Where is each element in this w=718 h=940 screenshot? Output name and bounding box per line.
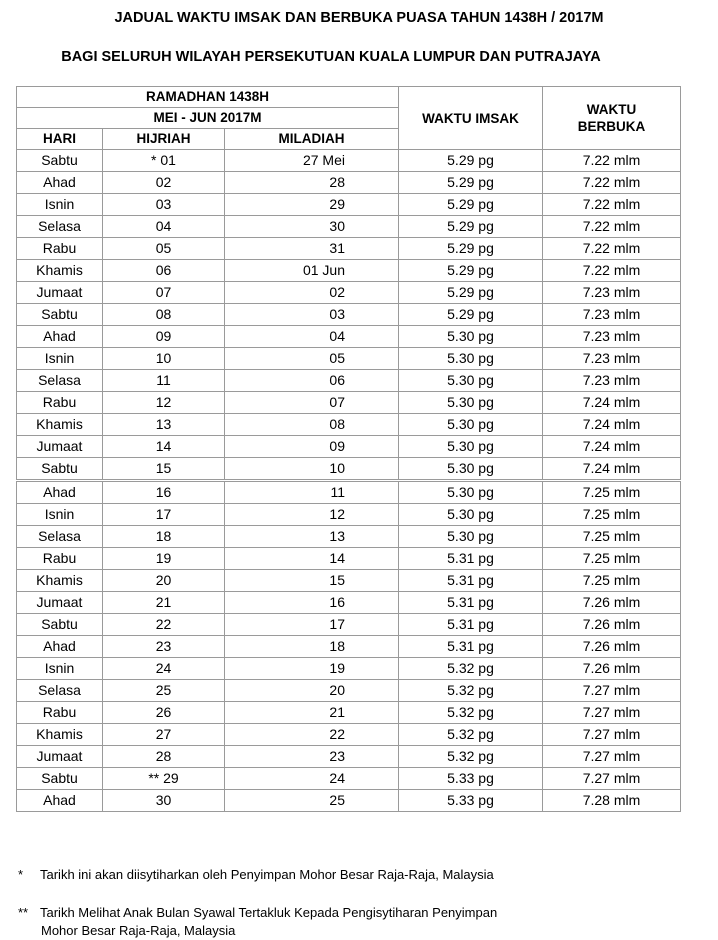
table-row	[17, 614, 681, 636]
hijriah-cell: 26	[103, 702, 225, 724]
imsak-cell: 5.29 pg	[399, 282, 543, 304]
imsak-cell: 5.30 pg	[399, 458, 543, 481]
berbuka-cell: 7.24 mlm	[543, 436, 681, 458]
day-cell: Sabtu	[17, 304, 103, 326]
imsak-cell: 5.32 pg	[399, 724, 543, 746]
hijriah-cell: 20	[103, 570, 225, 592]
day-cell: Khamis	[17, 414, 103, 436]
day-cell: Sabtu	[17, 614, 103, 636]
day-cell: Jumaat	[17, 282, 103, 304]
hijriah-cell: 09	[103, 326, 225, 348]
footnote-text: Tarikh ini akan diisytiharkan oleh Penyimpan Mohor Besar Raja-Raja, Malaysia	[40, 867, 494, 882]
hijriah-cell: 06	[103, 260, 225, 282]
footnote-mark: **	[18, 905, 29, 920]
table-row	[17, 326, 681, 348]
table-row	[17, 414, 681, 436]
imsak-cell: 5.30 pg	[399, 348, 543, 370]
day-cell: Selasa	[17, 526, 103, 548]
table-row	[17, 260, 681, 282]
table-row	[17, 370, 681, 392]
miladiah-cell: 23	[225, 746, 399, 768]
table-row	[17, 790, 681, 812]
berbuka-cell: 7.24 mlm	[543, 392, 681, 414]
table-row	[17, 680, 681, 702]
footnote-double-star	[18, 904, 497, 940]
hijriah-cell: 19	[103, 548, 225, 570]
hijriah-cell: 28	[103, 746, 225, 768]
imsak-cell: 5.32 pg	[399, 746, 543, 768]
imsak-cell: 5.29 pg	[399, 150, 543, 172]
schedule-table	[16, 86, 681, 812]
hijriah-cell: 08	[103, 304, 225, 326]
table-row	[17, 658, 681, 680]
hijriah-cell: 14	[103, 436, 225, 458]
berbuka-cell: 7.23 mlm	[543, 282, 681, 304]
table-row	[17, 746, 681, 768]
table-row	[17, 216, 681, 238]
miladiah-cell: 30	[225, 216, 399, 238]
hijriah-cell: 17	[103, 504, 225, 526]
miladiah-cell: 29	[225, 194, 399, 216]
table-row	[17, 636, 681, 658]
miladiah-cell: 20	[225, 680, 399, 702]
table-row	[17, 702, 681, 724]
berbuka-cell: 7.23 mlm	[543, 370, 681, 392]
miladiah-cell: 11	[225, 481, 399, 504]
imsak-cell: 5.31 pg	[399, 570, 543, 592]
hijriah-cell: 05	[103, 238, 225, 260]
table-row	[17, 282, 681, 304]
miladiah-cell: 06	[225, 370, 399, 392]
miladiah-cell: 13	[225, 526, 399, 548]
day-cell: Ahad	[17, 790, 103, 812]
berbuka-cell: 7.25 mlm	[543, 570, 681, 592]
table-row	[17, 194, 681, 216]
miladiah-cell: 10	[225, 458, 399, 481]
hijriah-cell: ** 29	[103, 768, 225, 790]
day-cell: Ahad	[17, 326, 103, 348]
imsak-cell: 5.33 pg	[399, 768, 543, 790]
day-cell: Khamis	[17, 724, 103, 746]
imsak-cell: 5.31 pg	[399, 592, 543, 614]
table-row	[17, 504, 681, 526]
day-cell: Isnin	[17, 348, 103, 370]
berbuka-cell: 7.23 mlm	[543, 304, 681, 326]
hijriah-cell: 16	[103, 481, 225, 504]
imsak-cell: 5.32 pg	[399, 680, 543, 702]
table-row	[17, 348, 681, 370]
hijriah-cell: 25	[103, 680, 225, 702]
day-cell: Ahad	[17, 172, 103, 194]
hijriah-cell: 13	[103, 414, 225, 436]
berbuka-cell: 7.28 mlm	[543, 790, 681, 812]
hijriah-cell: 21	[103, 592, 225, 614]
imsak-cell: 5.29 pg	[399, 260, 543, 282]
day-cell: Rabu	[17, 702, 103, 724]
table-row	[17, 238, 681, 260]
hari-header: HARI	[17, 129, 103, 150]
imsak-cell: 5.31 pg	[399, 614, 543, 636]
miladiah-cell: 04	[225, 326, 399, 348]
hijriah-cell: 11	[103, 370, 225, 392]
table-row	[17, 481, 681, 504]
imsak-cell: 5.30 pg	[399, 326, 543, 348]
day-cell: Ahad	[17, 481, 103, 504]
hijriah-header: HIJRIAH	[103, 129, 225, 150]
imsak-cell: 5.32 pg	[399, 658, 543, 680]
hijriah-cell: 12	[103, 392, 225, 414]
miladiah-cell: 14	[225, 548, 399, 570]
imsak-cell: 5.30 pg	[399, 526, 543, 548]
table-row	[17, 570, 681, 592]
hijriah-cell: 24	[103, 658, 225, 680]
day-cell: Isnin	[17, 504, 103, 526]
berbuka-cell: 7.26 mlm	[543, 636, 681, 658]
imsak-header: WAKTU IMSAK	[399, 87, 543, 150]
hijriah-cell: 30	[103, 790, 225, 812]
day-cell: Selasa	[17, 370, 103, 392]
imsak-cell: 5.31 pg	[399, 636, 543, 658]
table-row	[17, 768, 681, 790]
berbuka-cell: 7.27 mlm	[543, 746, 681, 768]
berbuka-cell: 7.25 mlm	[543, 526, 681, 548]
hijriah-cell: 18	[103, 526, 225, 548]
table-row	[17, 458, 681, 481]
berbuka-cell: 7.27 mlm	[543, 768, 681, 790]
miladiah-cell: 08	[225, 414, 399, 436]
table-row	[17, 724, 681, 746]
day-cell: Rabu	[17, 238, 103, 260]
berbuka-cell: 7.22 mlm	[543, 194, 681, 216]
day-cell: Selasa	[17, 216, 103, 238]
berbuka-cell: 7.22 mlm	[543, 238, 681, 260]
table-row	[17, 592, 681, 614]
berbuka-cell: 7.23 mlm	[543, 348, 681, 370]
berbuka-cell: 7.26 mlm	[543, 614, 681, 636]
day-cell: Khamis	[17, 570, 103, 592]
berbuka-cell: 7.23 mlm	[543, 326, 681, 348]
miladiah-cell: 31	[225, 238, 399, 260]
table-row	[17, 392, 681, 414]
imsak-cell: 5.29 pg	[399, 216, 543, 238]
miladiah-cell: 15	[225, 570, 399, 592]
miladiah-cell: 27 Mei	[225, 150, 399, 172]
day-cell: Selasa	[17, 680, 103, 702]
day-cell: Khamis	[17, 260, 103, 282]
table-row	[17, 172, 681, 194]
day-cell: Rabu	[17, 392, 103, 414]
table-row	[17, 526, 681, 548]
berbuka-cell: 7.26 mlm	[543, 658, 681, 680]
berbuka-cell: 7.24 mlm	[543, 414, 681, 436]
imsak-cell: 5.30 pg	[399, 370, 543, 392]
footnote-mark: *	[18, 867, 24, 882]
berbuka-cell: 7.25 mlm	[543, 481, 681, 504]
day-cell: Isnin	[17, 658, 103, 680]
berbuka-cell: 7.27 mlm	[543, 724, 681, 746]
miladiah-cell: 22	[225, 724, 399, 746]
miladiah-cell: 28	[225, 172, 399, 194]
imsak-cell: 5.31 pg	[399, 548, 543, 570]
hijriah-cell: 04	[103, 216, 225, 238]
imsak-cell: 5.32 pg	[399, 702, 543, 724]
berbuka-cell: 7.26 mlm	[543, 592, 681, 614]
ramadhan-header: RAMADHAN 1438H	[17, 87, 399, 108]
imsak-cell: 5.30 pg	[399, 481, 543, 504]
day-cell: Sabtu	[17, 768, 103, 790]
hijriah-cell: 15	[103, 458, 225, 481]
miladiah-cell: 17	[225, 614, 399, 636]
berbuka-cell: 7.24 mlm	[543, 458, 681, 481]
miladiah-cell: 09	[225, 436, 399, 458]
table-row	[17, 548, 681, 570]
imsak-cell: 5.30 pg	[399, 392, 543, 414]
miladiah-cell: 16	[225, 592, 399, 614]
footnote-text: Tarikh Melihat Anak Bulan Syawal Tertakluk Kepada Pengisytiharan Penyimpan	[40, 905, 498, 920]
berbuka-cell: 7.27 mlm	[543, 680, 681, 702]
miladiah-cell: 01 Jun	[225, 260, 399, 282]
miladiah-cell: 24	[225, 768, 399, 790]
berbuka-cell: 7.22 mlm	[543, 172, 681, 194]
miladiah-cell: 02	[225, 282, 399, 304]
day-cell: Sabtu	[17, 458, 103, 481]
miladiah-header: MILADIAH	[225, 129, 399, 150]
berbuka-cell: 7.25 mlm	[543, 504, 681, 526]
berbuka-cell: 7.25 mlm	[543, 548, 681, 570]
miladiah-cell: 07	[225, 392, 399, 414]
hijriah-cell: 02	[103, 172, 225, 194]
miladiah-cell: 03	[225, 304, 399, 326]
footnote-single-star	[18, 866, 494, 884]
page-title: JADUAL WAKTU IMSAK DAN BERBUKA PUASA TAHUN 1438H / 2017M	[114, 10, 604, 26]
day-cell: Ahad	[17, 636, 103, 658]
day-cell: Sabtu	[17, 150, 103, 172]
page-subtitle: BAGI SELURUH WILAYAH PERSEKUTUAN KUALA LUMPUR DAN PUTRAJAYA	[61, 49, 601, 65]
imsak-cell: 5.33 pg	[399, 790, 543, 812]
hijriah-cell: 03	[103, 194, 225, 216]
miladiah-cell: 25	[225, 790, 399, 812]
table-row	[17, 436, 681, 458]
hijriah-cell: 23	[103, 636, 225, 658]
day-cell: Isnin	[17, 194, 103, 216]
day-cell: Jumaat	[17, 592, 103, 614]
hijriah-cell: 10	[103, 348, 225, 370]
berbuka-header-line2: BERBUKA	[577, 119, 646, 134]
imsak-cell: 5.30 pg	[399, 414, 543, 436]
day-cell: Rabu	[17, 548, 103, 570]
imsak-cell: 5.29 pg	[399, 172, 543, 194]
imsak-cell: 5.29 pg	[399, 238, 543, 260]
imsak-cell: 5.30 pg	[399, 436, 543, 458]
miladiah-cell: 18	[225, 636, 399, 658]
month-header: MEI - JUN 2017M	[17, 108, 399, 129]
hijriah-cell: 07	[103, 282, 225, 304]
day-cell: Jumaat	[17, 436, 103, 458]
hijriah-cell: 27	[103, 724, 225, 746]
berbuka-cell: 7.22 mlm	[543, 260, 681, 282]
schedule-body	[17, 150, 681, 812]
imsak-cell: 5.29 pg	[399, 304, 543, 326]
berbuka-header-line1: WAKTU	[586, 102, 637, 117]
miladiah-cell: 21	[225, 702, 399, 724]
miladiah-cell: 19	[225, 658, 399, 680]
imsak-cell: 5.30 pg	[399, 504, 543, 526]
berbuka-cell: 7.22 mlm	[543, 150, 681, 172]
footnote-text-continued: Mohor Besar Raja-Raja, Malaysia	[41, 923, 236, 938]
day-cell: Jumaat	[17, 746, 103, 768]
table-row	[17, 304, 681, 326]
miladiah-cell: 05	[225, 348, 399, 370]
hijriah-cell: * 01	[103, 150, 225, 172]
miladiah-cell: 12	[225, 504, 399, 526]
berbuka-cell: 7.22 mlm	[543, 216, 681, 238]
imsak-cell: 5.29 pg	[399, 194, 543, 216]
hijriah-cell: 22	[103, 614, 225, 636]
berbuka-cell: 7.27 mlm	[543, 702, 681, 724]
berbuka-header	[543, 87, 681, 150]
table-row	[17, 150, 681, 172]
